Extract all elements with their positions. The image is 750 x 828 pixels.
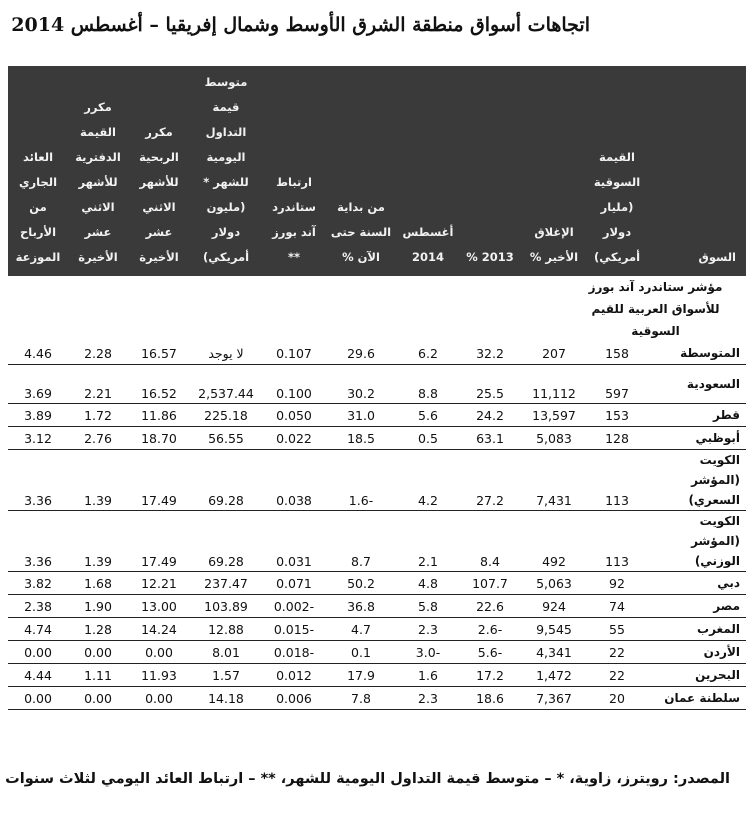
cell-value: 18.5 bbox=[326, 427, 396, 450]
cell-value: 20 bbox=[588, 687, 646, 710]
index-label-row bbox=[8, 276, 746, 342]
cell-value: -0.018 bbox=[262, 641, 326, 664]
cell-value: 237.47 bbox=[190, 572, 262, 595]
cell-value: 8.7 bbox=[326, 511, 396, 572]
cell-value: 18.70 bbox=[128, 427, 190, 450]
cell-value: 17.49 bbox=[128, 511, 190, 572]
cell-value: 0.5 bbox=[396, 427, 460, 450]
cell-value: 128 bbox=[588, 427, 646, 450]
cell-value: 225.18 bbox=[190, 404, 262, 427]
cell-value: 103.89 bbox=[190, 595, 262, 618]
table-row bbox=[8, 572, 746, 595]
market-name: مصر bbox=[646, 595, 746, 618]
cell-value: 0.071 bbox=[262, 572, 326, 595]
cell-value: 27.2 bbox=[460, 450, 520, 511]
header-col-8: مكرر الربحية للأشهر الاثني عشر الأخيرة bbox=[128, 66, 190, 276]
cell-value: 1.57 bbox=[190, 664, 262, 687]
cell-value: 0.006 bbox=[262, 687, 326, 710]
cell-value: -0.002 bbox=[262, 595, 326, 618]
market-name: دبي bbox=[646, 572, 746, 595]
header-col-4: أغسطس 2014 bbox=[396, 66, 460, 276]
cell-value: 0.012 bbox=[262, 664, 326, 687]
cell-value: 12.21 bbox=[128, 572, 190, 595]
cell-value: 56.55 bbox=[190, 427, 262, 450]
cell-value: 153 bbox=[588, 404, 646, 427]
cell-value: 3.36 bbox=[8, 450, 68, 511]
table-row bbox=[8, 404, 746, 427]
header-market: السوق bbox=[646, 66, 746, 276]
cell-value: -1.6 bbox=[326, 450, 396, 511]
index-label: مؤشر ستاندرد آند بورز للأسواق العربية للقيم السوقية bbox=[588, 280, 723, 338]
cell-value: 11,112 bbox=[520, 365, 588, 404]
cell-value: 69.28 bbox=[190, 450, 262, 511]
cell-value: 3.69 bbox=[8, 365, 68, 404]
cell-value: 3.82 bbox=[8, 572, 68, 595]
market-name: المغرب bbox=[646, 618, 746, 641]
cell-value: 0.00 bbox=[128, 687, 190, 710]
cell-value: 14.24 bbox=[128, 618, 190, 641]
cell-value: 13,597 bbox=[520, 404, 588, 427]
cell-value: -0.015 bbox=[262, 618, 326, 641]
cell-value: 63.1 bbox=[460, 427, 520, 450]
markets-table bbox=[8, 66, 746, 710]
cell-value: 9,545 bbox=[520, 618, 588, 641]
header-col-2: الإغلاق الأخير % bbox=[520, 66, 588, 276]
cell-value: 4.74 bbox=[8, 618, 68, 641]
page-title: اتجاهات أسواق منطقة الشرق الأوسط وشمال إفريقيا – أغسطس 2014 bbox=[11, 14, 590, 36]
cell-value: 17.9 bbox=[326, 664, 396, 687]
cell-value: 2.21 bbox=[68, 365, 128, 404]
cell-value: 1.11 bbox=[68, 664, 128, 687]
table-row bbox=[8, 664, 746, 687]
market-name: الكويت (المؤشر السعري) bbox=[646, 450, 746, 511]
cell-value: 32.2 bbox=[460, 342, 520, 365]
cell-value: 2.1 bbox=[396, 511, 460, 572]
table-row bbox=[8, 427, 746, 450]
cell-value: 4.7 bbox=[326, 618, 396, 641]
cell-value: 0.100 bbox=[262, 365, 326, 404]
cell-value: 158 bbox=[588, 342, 646, 365]
cell-value: 0.00 bbox=[128, 641, 190, 664]
cell-value: 4,341 bbox=[520, 641, 588, 664]
table-row bbox=[8, 687, 746, 710]
cell-value: 31.0 bbox=[326, 404, 396, 427]
header-row bbox=[8, 66, 746, 276]
cell-value: 50.2 bbox=[326, 572, 396, 595]
cell-value: 16.52 bbox=[128, 365, 190, 404]
table-body bbox=[8, 276, 746, 710]
cell-value: 11.93 bbox=[128, 664, 190, 687]
cell-value: 17.2 bbox=[460, 664, 520, 687]
cell-value: 1.90 bbox=[68, 595, 128, 618]
cell-value: 7.8 bbox=[326, 687, 396, 710]
cell-value: 207 bbox=[520, 342, 588, 365]
cell-value: لا يوجد bbox=[190, 342, 262, 365]
cell-value: 18.6 bbox=[460, 687, 520, 710]
cell-value: 2.38 bbox=[8, 595, 68, 618]
cell-value: 69.28 bbox=[190, 511, 262, 572]
cell-value: 1.6 bbox=[396, 664, 460, 687]
cell-value: 0.038 bbox=[262, 450, 326, 511]
header-col-6: ارتباط ستاندرد آند بورز ** bbox=[262, 66, 326, 276]
cell-value: 2.3 bbox=[396, 618, 460, 641]
cell-value: 113 bbox=[588, 450, 646, 511]
market-name: المتوسطة bbox=[646, 342, 746, 365]
cell-value: 113 bbox=[588, 511, 646, 572]
cell-value: 924 bbox=[520, 595, 588, 618]
cell-value: 7,431 bbox=[520, 450, 588, 511]
table-row bbox=[8, 365, 746, 404]
cell-value: 4.44 bbox=[8, 664, 68, 687]
cell-value: 0.00 bbox=[68, 687, 128, 710]
header-col-5: من بداية السنة حتى الآن % bbox=[326, 66, 396, 276]
cell-value: 1.72 bbox=[68, 404, 128, 427]
cell-value: 92 bbox=[588, 572, 646, 595]
cell-value: 3.36 bbox=[8, 511, 68, 572]
cell-value: 3.12 bbox=[8, 427, 68, 450]
cell-value: -5.6 bbox=[460, 641, 520, 664]
cell-value: 12.88 bbox=[190, 618, 262, 641]
cell-value: 2,537.44 bbox=[190, 365, 262, 404]
cell-value: 0.022 bbox=[262, 427, 326, 450]
cell-value: 11.86 bbox=[128, 404, 190, 427]
cell-value: 22 bbox=[588, 641, 646, 664]
cell-value: 0.031 bbox=[262, 511, 326, 572]
market-name: الأردن bbox=[646, 641, 746, 664]
cell-value: 0.00 bbox=[8, 687, 68, 710]
cell-value: 74 bbox=[588, 595, 646, 618]
cell-value: 55 bbox=[588, 618, 646, 641]
cell-value: 14.18 bbox=[190, 687, 262, 710]
cell-value: 2.3 bbox=[396, 687, 460, 710]
market-name: قطر bbox=[646, 404, 746, 427]
header-col-3: 2013 % bbox=[460, 66, 520, 276]
cell-value: 8.01 bbox=[190, 641, 262, 664]
source-footnote: المصدر: رويترز، زاوية، * – متوسط قيمة التداول اليومية للشهر، ** – ارتباط العائد اليومي لثلاث سنوات bbox=[5, 771, 730, 787]
cell-value: 6.2 bbox=[396, 342, 460, 365]
cell-value: 8.4 bbox=[460, 511, 520, 572]
cell-value: 0.00 bbox=[8, 641, 68, 664]
cell-value: 107.7 bbox=[460, 572, 520, 595]
cell-value: 13.00 bbox=[128, 595, 190, 618]
cell-value: 2.28 bbox=[68, 342, 128, 365]
cell-value: 22 bbox=[588, 664, 646, 687]
cell-value: 2.76 bbox=[68, 427, 128, 450]
header-col-1: القيمة السوقية (مليار دولار أمريكي) bbox=[588, 66, 646, 276]
market-name: أبوظبي bbox=[646, 427, 746, 450]
cell-value: 1.28 bbox=[68, 618, 128, 641]
cell-value: 0.1 bbox=[326, 641, 396, 664]
market-name: سلطنة عمان bbox=[646, 687, 746, 710]
cell-value: 4.2 bbox=[396, 450, 460, 511]
header-col-7: متوسط قيمة التداول اليومية للشهر * (مليون دولار أمريكي) bbox=[190, 66, 262, 276]
table-row bbox=[8, 618, 746, 641]
cell-value: 5,063 bbox=[520, 572, 588, 595]
cell-value: 1.39 bbox=[68, 511, 128, 572]
cell-value: 36.8 bbox=[326, 595, 396, 618]
cell-value: 16.57 bbox=[128, 342, 190, 365]
cell-value: 29.6 bbox=[326, 342, 396, 365]
cell-value: 4.8 bbox=[396, 572, 460, 595]
cell-value: 4.46 bbox=[8, 342, 68, 365]
table-row bbox=[8, 595, 746, 618]
cell-value: 24.2 bbox=[460, 404, 520, 427]
cell-value: -3.0 bbox=[396, 641, 460, 664]
cell-value: 0.00 bbox=[68, 641, 128, 664]
cell-value: 17.49 bbox=[128, 450, 190, 511]
table-row bbox=[8, 641, 746, 664]
cell-value: 0.050 bbox=[262, 404, 326, 427]
market-name: الكويت (المؤشر الوزني) bbox=[646, 511, 746, 572]
cell-value: 492 bbox=[520, 511, 588, 572]
header-col-10: العائد الجاري من الأرباح الموزعة bbox=[8, 66, 68, 276]
table-row bbox=[8, 511, 746, 572]
cell-value: 22.6 bbox=[460, 595, 520, 618]
table-row bbox=[8, 342, 746, 365]
table-row bbox=[8, 450, 746, 511]
market-name: البحرين bbox=[646, 664, 746, 687]
cell-value: 597 bbox=[588, 365, 646, 404]
cell-value: 30.2 bbox=[326, 365, 396, 404]
header-col-9: مكرر القيمة الدفترية للأشهر الاثني عشر الأخيرة bbox=[68, 66, 128, 276]
market-name: السعودية bbox=[646, 365, 746, 404]
cell-value: 3.89 bbox=[8, 404, 68, 427]
cell-value: 5,083 bbox=[520, 427, 588, 450]
cell-value: 25.5 bbox=[460, 365, 520, 404]
cell-value: 7,367 bbox=[520, 687, 588, 710]
cell-value: -2.6 bbox=[460, 618, 520, 641]
cell-value: 5.8 bbox=[396, 595, 460, 618]
cell-value: 1.68 bbox=[68, 572, 128, 595]
cell-value: 5.6 bbox=[396, 404, 460, 427]
cell-value: 1.39 bbox=[68, 450, 128, 511]
cell-value: 8.8 bbox=[396, 365, 460, 404]
cell-value: 1,472 bbox=[520, 664, 588, 687]
cell-value: 0.107 bbox=[262, 342, 326, 365]
